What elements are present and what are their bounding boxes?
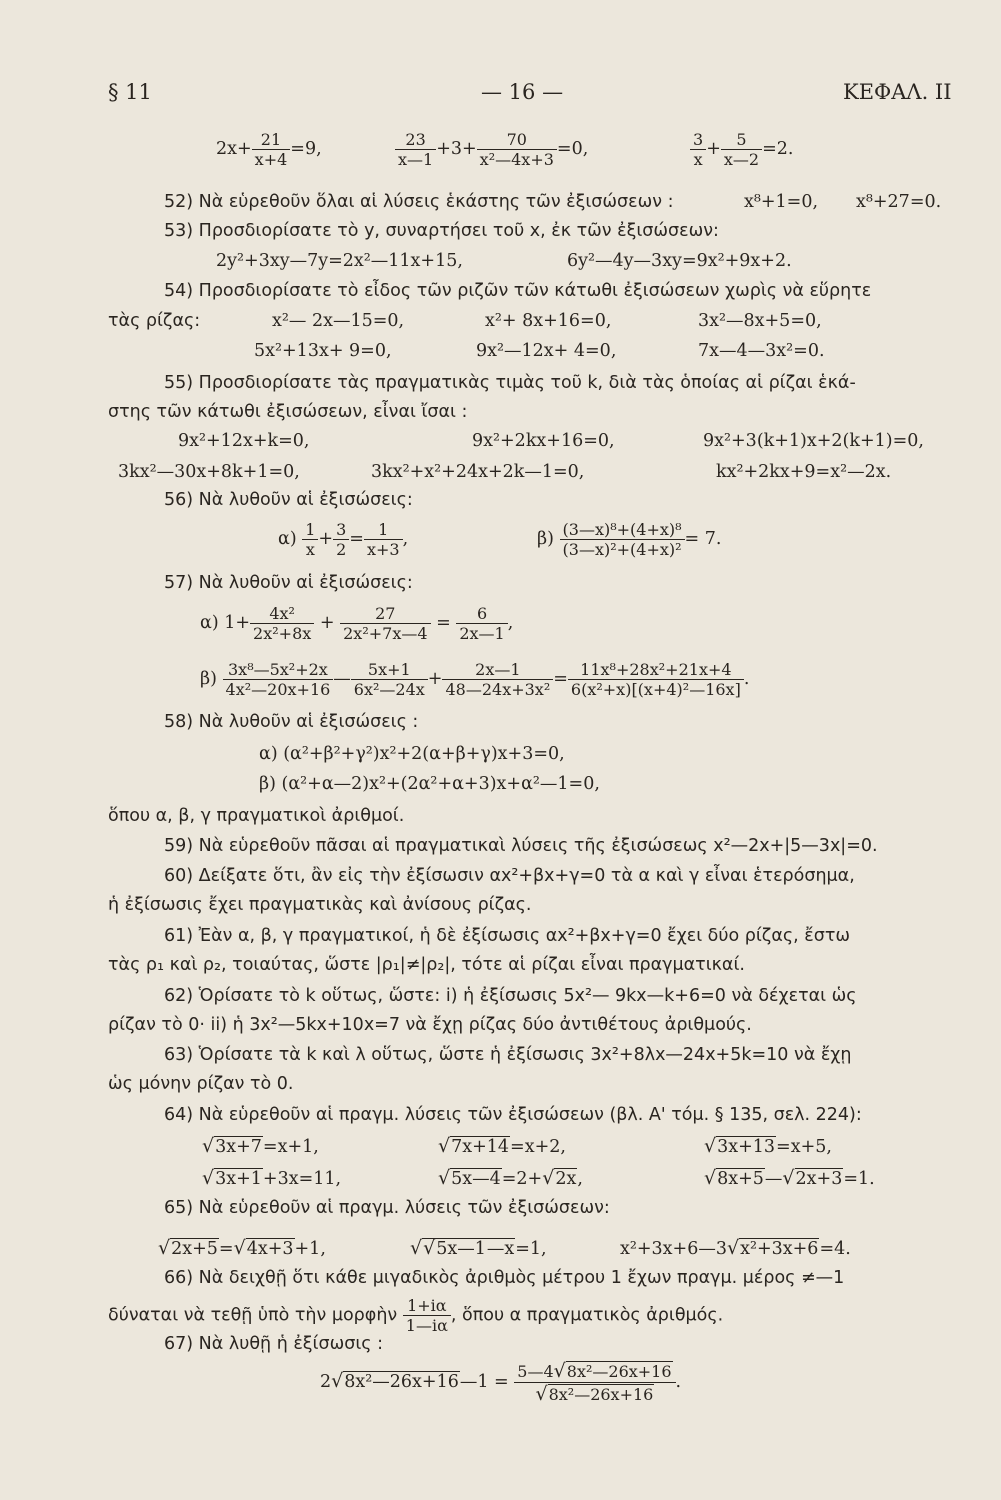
eq-55-1: 9x²+12x+k=0, xyxy=(178,431,310,451)
eq-64-6: √8x+5—√2x+3=1. xyxy=(704,1167,875,1189)
eq-53-a: 2y²+3xy—7y=2x²—11x+15, xyxy=(216,251,463,271)
eq-64-2: √7x+14=x+2, xyxy=(438,1135,566,1157)
eq-56-b: β) $\frac{\text{(3—x)⁸+(4+x)⁸}}{\text{(3—x)²+(4+x)²}}$ = 7. xyxy=(537,520,722,559)
eq-65-3: x²+3x+6—3√x²+3x+6=4. xyxy=(620,1237,851,1259)
eq-57-b: β) $\frac{\text{3x⁸—5x²+2x}}{\text{4x²—20x+16}}$ — $\frac{5x+1}{\text{6x²—24x}}$ + $\frac{2x—1}{\text{48—24x+3x²}}$ = $\frac{\text{11x⁸+28x²+21x+4}}{\text{6(x²+x)[(x+4)²—16x]}}$ . xyxy=(200,660,750,699)
eq-54-6: 7x—4—3x²=0. xyxy=(698,341,825,361)
eq-55-3: 9x²+3(k+1)x+2(k+1)=0, xyxy=(703,431,924,451)
chapter-label: ΚΕΦΑΛ. II xyxy=(843,80,952,104)
problem-61-line2: τὰς ρ₁ καὶ ρ₂, τοιαύτας, ὥστε |ρ₁|≠|ρ₂|, τότε αἱ ρίζαι εἶναι πραγματικαί. xyxy=(108,955,745,975)
problem-59: 59) Νὰ εὑρεθοῦν πᾶσαι αἱ πραγματικαὶ λύσεις τῆς ἐξισώσεως x²—2x+|5—3x|=0. xyxy=(164,836,878,856)
eq-54-4: 5x²+13x+ 9=0, xyxy=(254,341,392,361)
eq-64-1: √3x+7=x+1, xyxy=(202,1135,319,1157)
problem-63-line2: ὡς μόνην ρίζαν τὸ 0. xyxy=(108,1074,294,1094)
eq-52-b: x⁸+27=0. xyxy=(856,192,942,212)
eq-64-4: √3x+1+3x=11, xyxy=(202,1167,342,1189)
problem-65: 65) Νὰ εὑρεθοῦν αἱ πραγμ. λύσεις τῶν ἐξισώσεων: xyxy=(164,1198,610,1218)
eq-58-a: α) (α²+β²+γ²)x²+2(α+β+γ)x+3=0, xyxy=(259,744,565,764)
problem-66-line2: δύναται νὰ τεθῇ ὑπὸ τὴν μορφὴν $\frac{1+i\alpha}{1—i\alpha}$ , ὅπου α πραγματικὸς ἀριθμός. xyxy=(108,1296,724,1335)
problem-55-line1: 55) Προσδιορίσατε τὰς πραγματικὰς τιμὰς τοῦ k, διὰ τὰς ὁποίας αἱ ρίζαι ἑκά- xyxy=(164,373,856,393)
problem-52: 52) Νὰ εὑρεθοῦν ὅλαι αἱ λύσεις ἑκάστης τῶν ἐξισώσεων : xyxy=(164,192,674,212)
problem-60-line2: ἡ ἐξίσωσις ἔχει πραγματικὰς καὶ ἀνίσους ρίζας. xyxy=(108,895,532,915)
problem-54-line2: τὰς ρίζας: xyxy=(108,311,201,331)
eq-57-a: α) 1+ $\frac{\text{4x²}}{\text{2x²+8x}}$ + $\frac{27}{\text{2x²+7x—4}}$ = $\frac{6}{2x—1}$ , xyxy=(200,604,514,643)
problem-56: 56) Νὰ λυθοῦν αἱ ἐξισώσεις: xyxy=(164,490,413,510)
problem-58-note: ὅπου α, β, γ πραγματικοὶ ἀριθμοί. xyxy=(108,806,405,826)
problem-66-line1: 66) Νὰ δειχθῇ ὅτι κάθε μιγαδικὸς ἀριθμὸς μέτρου 1 ἔχων πραγμ. μέρος ≠—1 xyxy=(164,1268,845,1288)
problem-62-line2: ρίζαν τὸ 0· ii) ἡ 3x²—5kx+10x=7 νὰ ἔχῃ ρίζας δύο ἀντιθέτους ἀριθμούς. xyxy=(108,1015,752,1035)
problem-61-line1: 61) Ἐὰν α, β, γ πραγματικοί, ἡ δὲ ἐξίσωσις αx²+βx+γ=0 ἔχει δύο ρίζας, ἔστω xyxy=(164,926,851,946)
problem-62-line1: 62) Ὁρίσατε τὸ k οὕτως, ὥστε: i) ἡ ἐξίσωσις 5x²— 9kx—k+6=0 νὰ δέχεται ὡς xyxy=(164,986,857,1006)
eq-53-b: 6y²—4y—3xy=9x²+9x+2. xyxy=(567,251,792,271)
problem-54-line1: 54) Προσδιορίσατε τὸ εἶδος τῶν ριζῶν τῶν κάτωθι ἐξισώσεων χωρὶς νὰ εὕρητε xyxy=(164,281,872,301)
problem-55-line2: στης τῶν κάτωθι ἐξισώσεων, εἶναι ἴσαι : xyxy=(108,402,468,422)
eq-52-a: x⁸+1=0, xyxy=(744,192,819,212)
page-number: — 16 — xyxy=(481,80,564,104)
problem-57: 57) Νὰ λυθοῦν αἱ ἐξισώσεις: xyxy=(164,573,413,593)
eq-64-5: √5x—4=2+√2x, xyxy=(438,1167,583,1189)
section-number: § 11 xyxy=(108,80,152,104)
eq-58-b: β) (α²+α—2)x²+(2α²+α+3)x+α²—1=0, xyxy=(259,774,600,794)
eq-65-2: √√5x—1—x=1, xyxy=(410,1237,547,1259)
eq-55-6: kx²+2kx+9=x²—2x. xyxy=(716,462,892,482)
eq-54-5: 9x²—12x+ 4=0, xyxy=(476,341,617,361)
eq-55-5: 3kx²+x²+24x+2k—1=0, xyxy=(371,462,585,482)
eq-54-3: 3x²—8x+5=0, xyxy=(698,311,822,331)
eq-54-1: x²— 2x—15=0, xyxy=(272,311,405,331)
problem-60-line1: 60) Δείξατε ὅτι, ἂν εἰς τὴν ἐξίσωσιν αx²+βx+γ=0 τὰ α καὶ γ εἶναι ἑτερόσημα, xyxy=(164,866,855,886)
eq-51-b: $\frac{23}{x—1}$ +3+ $\frac{70}{\text{x²—4x+3}}$ =0, xyxy=(395,130,588,169)
eq-67: 2√8x²—26x+16—1 = $\frac{\text{5—4√8x²—26x+16}}{\text{√8x²—26x+16}}$ . xyxy=(320,1360,682,1405)
eq-51-c: $\frac{3}{x}$ + $\frac{5}{x—2}$ =2. xyxy=(690,130,793,169)
problem-64: 64) Νὰ εὑρεθοῦν αἱ πραγμ. λύσεις τῶν ἐξισώσεων (βλ. Α' τόμ. § 135, σελ. 224): xyxy=(164,1105,862,1125)
problem-67: 67) Νὰ λυθῇ ἡ ἐξίσωσις : xyxy=(164,1334,383,1354)
eq-56-a: α) $\frac{1}{x}$ + $\frac{3}{2}$ = $\frac{1}{x+3}$ , xyxy=(278,520,409,559)
eq-54-2: x²+ 8x+16=0, xyxy=(485,311,612,331)
eq-51-a: 2x+ $\frac{21}{x+4}$ =9, xyxy=(216,130,322,169)
problem-53: 53) Προσδιορίσατε τὸ y, συναρτήσει τοῦ x, ἐκ τῶν ἐξισώσεων: xyxy=(164,221,719,241)
eq-55-4: 3kx²—30x+8k+1=0, xyxy=(118,462,300,482)
eq-55-2: 9x²+2kx+16=0, xyxy=(472,431,615,451)
eq-64-3: √3x+13=x+5, xyxy=(704,1135,832,1157)
problem-58: 58) Νὰ λυθοῦν αἱ ἐξισώσεις : xyxy=(164,712,419,732)
eq-65-1: √2x+5=√4x+3+1, xyxy=(158,1237,326,1259)
problem-63-line1: 63) Ὁρίσατε τὰ k καὶ λ οὕτως, ὥστε ἡ ἐξίσωσις 3x²+8λx—24x+5k=10 νὰ ἔχῃ xyxy=(164,1045,852,1065)
